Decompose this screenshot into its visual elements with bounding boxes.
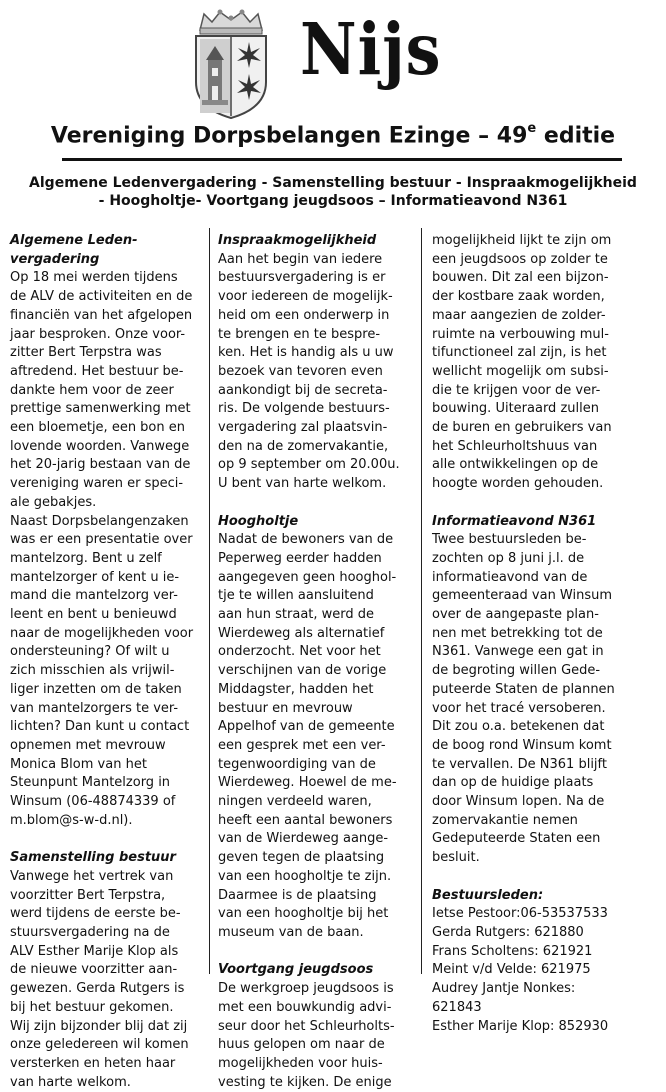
- text-line: alle ontwikkelingen op de: [432, 457, 599, 473]
- column-1: [10, 232, 204, 1090]
- text-line: Gerda Rutgers: 621880: [432, 924, 584, 940]
- column-divider: [209, 228, 210, 974]
- text-line: Vanwege het vertrek van: [10, 868, 174, 884]
- text-line: U bent van harte welkom.: [218, 476, 387, 492]
- text-line: vergadering zal plaatsvin-: [218, 420, 388, 436]
- text-line: gemeenteraad van Winsum: [432, 588, 613, 604]
- topics-line-1: Algemene Ledenvergadering - Samenstelling bestuur - Inspraakmogelijkheid: [29, 175, 637, 191]
- text-line: Peperweg eerder hadden: [218, 550, 382, 566]
- text-line: mantelzorger of kent u ie-: [10, 569, 180, 585]
- text-line: mantelzorg. Bent u zelf: [10, 550, 162, 566]
- text-line: leent en bent u benieuwd: [10, 607, 177, 623]
- text-line: dankte hem voor de zeer: [10, 382, 174, 398]
- text-line: ruimte na verbouwing mul-: [432, 326, 609, 342]
- edition-headline: Vereniging Dorpsbelangen Ezinge – 49e editie: [50, 121, 616, 149]
- text-line: wellicht mogelijk om subsi-: [432, 363, 609, 379]
- section-heading-jeugdsoos: Voortgang jeugdsoos: [218, 962, 374, 978]
- text-line: Gedeputeerde Staten een: [432, 831, 601, 847]
- text-line: Naast Dorpsbelangenzaken: [10, 513, 189, 529]
- text-line: Twee bestuursleden be-: [432, 532, 587, 548]
- text-line: de buren en gebruikers van: [432, 420, 612, 436]
- text-line: Wierdeweg. Hoewel de me-: [218, 775, 397, 791]
- text-line: museum van de baan.: [218, 925, 364, 940]
- text-line: stuursvergadering na de: [10, 925, 170, 940]
- text-line: ale gebakjes.: [10, 494, 97, 510]
- text-line: Wij zijn bijzonder blij dat zij: [10, 1018, 188, 1034]
- text-line: de boog rond Winsum komt: [432, 737, 612, 753]
- text-line: Op 18 mei werden tijdens: [10, 270, 178, 286]
- text-line: voor het tracé versoberen.: [432, 700, 606, 716]
- text-line: bezoek van tevoren even: [218, 363, 383, 379]
- text-line: van een hoogholtje bij het: [218, 906, 389, 922]
- text-line: Esther Marije Klop: 852930: [432, 1018, 609, 1034]
- text-line: was er een presentatie over: [10, 532, 193, 548]
- text-line: Ietse Pestoor:06-53537533: [432, 906, 608, 922]
- text-line: een gesprek met een ver-: [218, 737, 386, 753]
- section-heading-n361: Informatieavond N361: [432, 513, 597, 529]
- text-line: seur door het Schleurholts-: [218, 1018, 395, 1034]
- text-line: heid om een onderwerp in: [218, 307, 390, 323]
- headline-rule: [62, 158, 622, 161]
- text-line: tje te willen aansluitend: [218, 588, 374, 604]
- text-line: ningen verdeeld waren,: [218, 794, 372, 810]
- text-line: lovende woorden. Vanwege: [10, 438, 190, 454]
- text-line: die te krijgen voor de ver-: [432, 382, 601, 398]
- text-line: ken. Het is handig als u uw: [218, 345, 394, 361]
- text-line: mogelijkheid lijkt te zijn om: [432, 233, 612, 248]
- text-line: het 20-jarig bestaan van de: [10, 457, 191, 473]
- article-alv: [10, 269, 204, 512]
- text-line: zochten op 8 juni j.l. de: [432, 550, 585, 566]
- text-line: informatieavond van de: [432, 569, 588, 585]
- text-line: mand die mantelzorg ver-: [10, 588, 178, 604]
- text-line: mogelijkheden voor huis-: [218, 1055, 383, 1071]
- text-line: der kostbare zaak worden,: [432, 289, 605, 305]
- text-line: liger inzetten om de taken: [10, 681, 182, 697]
- text-line: tifunctioneel zal zijn, is het: [432, 345, 607, 361]
- text-line: te vervallen. De N361 blijft: [432, 756, 607, 772]
- masthead-logo: Nijs: [300, 7, 442, 92]
- text-line: op 9 september om 20.00u.: [218, 457, 400, 473]
- text-line: besluit.: [432, 850, 480, 866]
- text-line: aangegeven geen hooghol-: [218, 569, 397, 585]
- text-line: een bloemetje, een bon en: [10, 420, 185, 436]
- text-line: versterken en heten haar: [10, 1055, 176, 1071]
- text-line: opnemen met mevrouw: [10, 737, 166, 753]
- text-line: Nadat de bewoners van de: [218, 532, 394, 548]
- text-line: bouwen. Dit zal een bijzon-: [432, 270, 609, 286]
- text-line: van mantelzorgers te ver-: [10, 700, 179, 716]
- text-line: aan hun straat, werd de: [218, 607, 375, 623]
- text-line: verschijnen van de vorige: [218, 663, 387, 679]
- section-heading-bestuursleden: Bestuursleden:: [432, 887, 544, 903]
- section-heading-alv: vergadering: [10, 251, 100, 267]
- text-line: van de Wierdeweg aange-: [218, 831, 389, 847]
- article-mantelzorg: [10, 513, 204, 831]
- section-heading-hoogholtje: Hoogholtje: [218, 513, 299, 529]
- text-line: Daarmee is de plaatsing: [218, 887, 377, 903]
- text-line: ris. De volgende bestuurs-: [218, 401, 390, 417]
- text-line: onderzocht. Net voor het: [218, 644, 381, 660]
- text-line: zomervakantie nemen: [432, 812, 578, 828]
- text-line: bestuur en mevrouw: [218, 700, 353, 716]
- text-line: de nieuwe voorzitter aan-: [10, 962, 178, 978]
- text-line: van harte welkom.: [10, 1074, 131, 1090]
- text-line: jaar besproken. Onze voor-: [10, 326, 186, 342]
- text-line: Aan het begin van iedere: [218, 251, 383, 267]
- section-heading-inspraak: Inspraakmogelijkheid: [218, 233, 377, 248]
- coat-of-arms-icon: [190, 8, 272, 120]
- text-line: De werkgroep jeugdsoos is: [218, 981, 394, 997]
- text-line: Dit zou o.a. betekenen dat: [432, 719, 605, 735]
- text-line: de begroting willen Gede-: [432, 663, 601, 679]
- text-line: bestuursvergadering is er: [218, 270, 386, 286]
- text-line: Middagster, hadden het: [218, 681, 374, 697]
- text-line: onze geledereen wil komen: [10, 1037, 189, 1053]
- section-heading-alv: Algemene Leden-: [10, 233, 138, 248]
- text-line: door Winsum lopen. Na de: [432, 794, 605, 810]
- text-line: tegenwoordiging van de: [218, 756, 376, 772]
- text-line: m.blom@s-w-d.nl).: [10, 812, 133, 828]
- text-line: voorzitter Bert Terpstra,: [10, 887, 166, 903]
- article-jeugdsoos: [218, 980, 414, 1092]
- column-divider: [421, 228, 422, 974]
- text-line: over de aangepaste plan-: [432, 607, 599, 623]
- text-line: zitter Bert Terpstra was: [10, 345, 162, 361]
- text-line: van een hoogholtje te zijn.: [218, 868, 392, 884]
- text-line: werd tijdens de eerste be-: [10, 906, 181, 922]
- article-hoogholtje: [218, 531, 414, 942]
- text-line: Audrey Jantje Nonkes:: [432, 981, 576, 997]
- text-line: bij het bestuur gekomen.: [10, 999, 174, 1015]
- text-line: 621843: [432, 999, 482, 1015]
- text-line: ALV Esther Marije Klop als: [10, 943, 179, 959]
- text-line: geven tegen de plaatsing: [218, 850, 385, 866]
- article-inspraak: [218, 251, 414, 494]
- text-line: Steunpunt Mantelzorg in: [10, 775, 171, 791]
- article-n361: [432, 531, 628, 868]
- text-line: aankondigt bij de secreta-: [218, 382, 388, 398]
- text-line: Frans Scholtens: 621921: [432, 943, 593, 959]
- section-heading-bestuur: Samenstelling bestuur: [10, 850, 176, 866]
- topics-line-2: - Hoogholtje- Voortgang jeugdsoos – Informatieavond N361: [98, 193, 568, 209]
- text-line: voor iedereen de mogelijk-: [218, 289, 393, 305]
- text-line: ondersteuning? Of wilt u: [10, 644, 170, 660]
- text-line: Wierdeweg als alternatief: [218, 625, 385, 641]
- text-line: Monica Blom van het: [10, 756, 147, 772]
- text-line: lichten? Dan kunt u contact: [10, 719, 190, 735]
- text-line: prettige samenwerking met: [10, 401, 191, 417]
- column-2: [218, 232, 414, 1090]
- text-line: heeft een aantal bewoners: [218, 812, 393, 828]
- board-members-list: [432, 905, 628, 1036]
- text-line: Meint v/d Velde: 621975: [432, 962, 591, 978]
- text-line: vesting te kijken. De enige: [218, 1074, 392, 1090]
- text-line: hoogte worden gehouden.: [432, 476, 604, 492]
- text-line: gewezen. Gerda Rutgers is: [10, 981, 185, 997]
- text-line: Winsum (06-48874339 of: [10, 794, 176, 810]
- text-line: dan op de huidige plaats: [432, 775, 594, 791]
- text-line: aftredend. Het bestuur be-: [10, 363, 184, 379]
- text-line: maar aangezien de zolder-: [432, 307, 606, 323]
- text-line: huus gelopen om naar de: [218, 1037, 385, 1053]
- text-line: nen met betrekking tot de: [432, 625, 603, 641]
- text-line: puteerde Staten de plannen: [432, 681, 615, 697]
- article-bestuur: [10, 868, 204, 1092]
- article-jeugdsoos-continued: [432, 232, 628, 494]
- text-line: N361. Vanwege een gat in: [432, 644, 604, 660]
- text-line: bouwing. Uiteraard zullen: [432, 401, 599, 417]
- text-line: naar de mogelijkheden voor: [10, 625, 194, 641]
- text-line: Appelhof van de gemeente: [218, 719, 395, 735]
- column-3: [432, 232, 628, 1034]
- text-line: met een bouwkundig advi-: [218, 999, 392, 1015]
- text-line: zich misschien als vrijwil-: [10, 663, 175, 679]
- text-line: een jeugdsoos op zolder te: [432, 251, 608, 267]
- text-line: te brengen en te bespre-: [218, 326, 381, 342]
- text-line: den na de zomervakantie,: [218, 438, 389, 454]
- text-line: de ALV de activiteiten en de: [10, 289, 193, 305]
- text-line: financiën van het afgelopen: [10, 307, 193, 323]
- text-line: vereniging waren er speci-: [10, 476, 184, 492]
- text-line: het Schleurholtshuus van: [432, 438, 598, 454]
